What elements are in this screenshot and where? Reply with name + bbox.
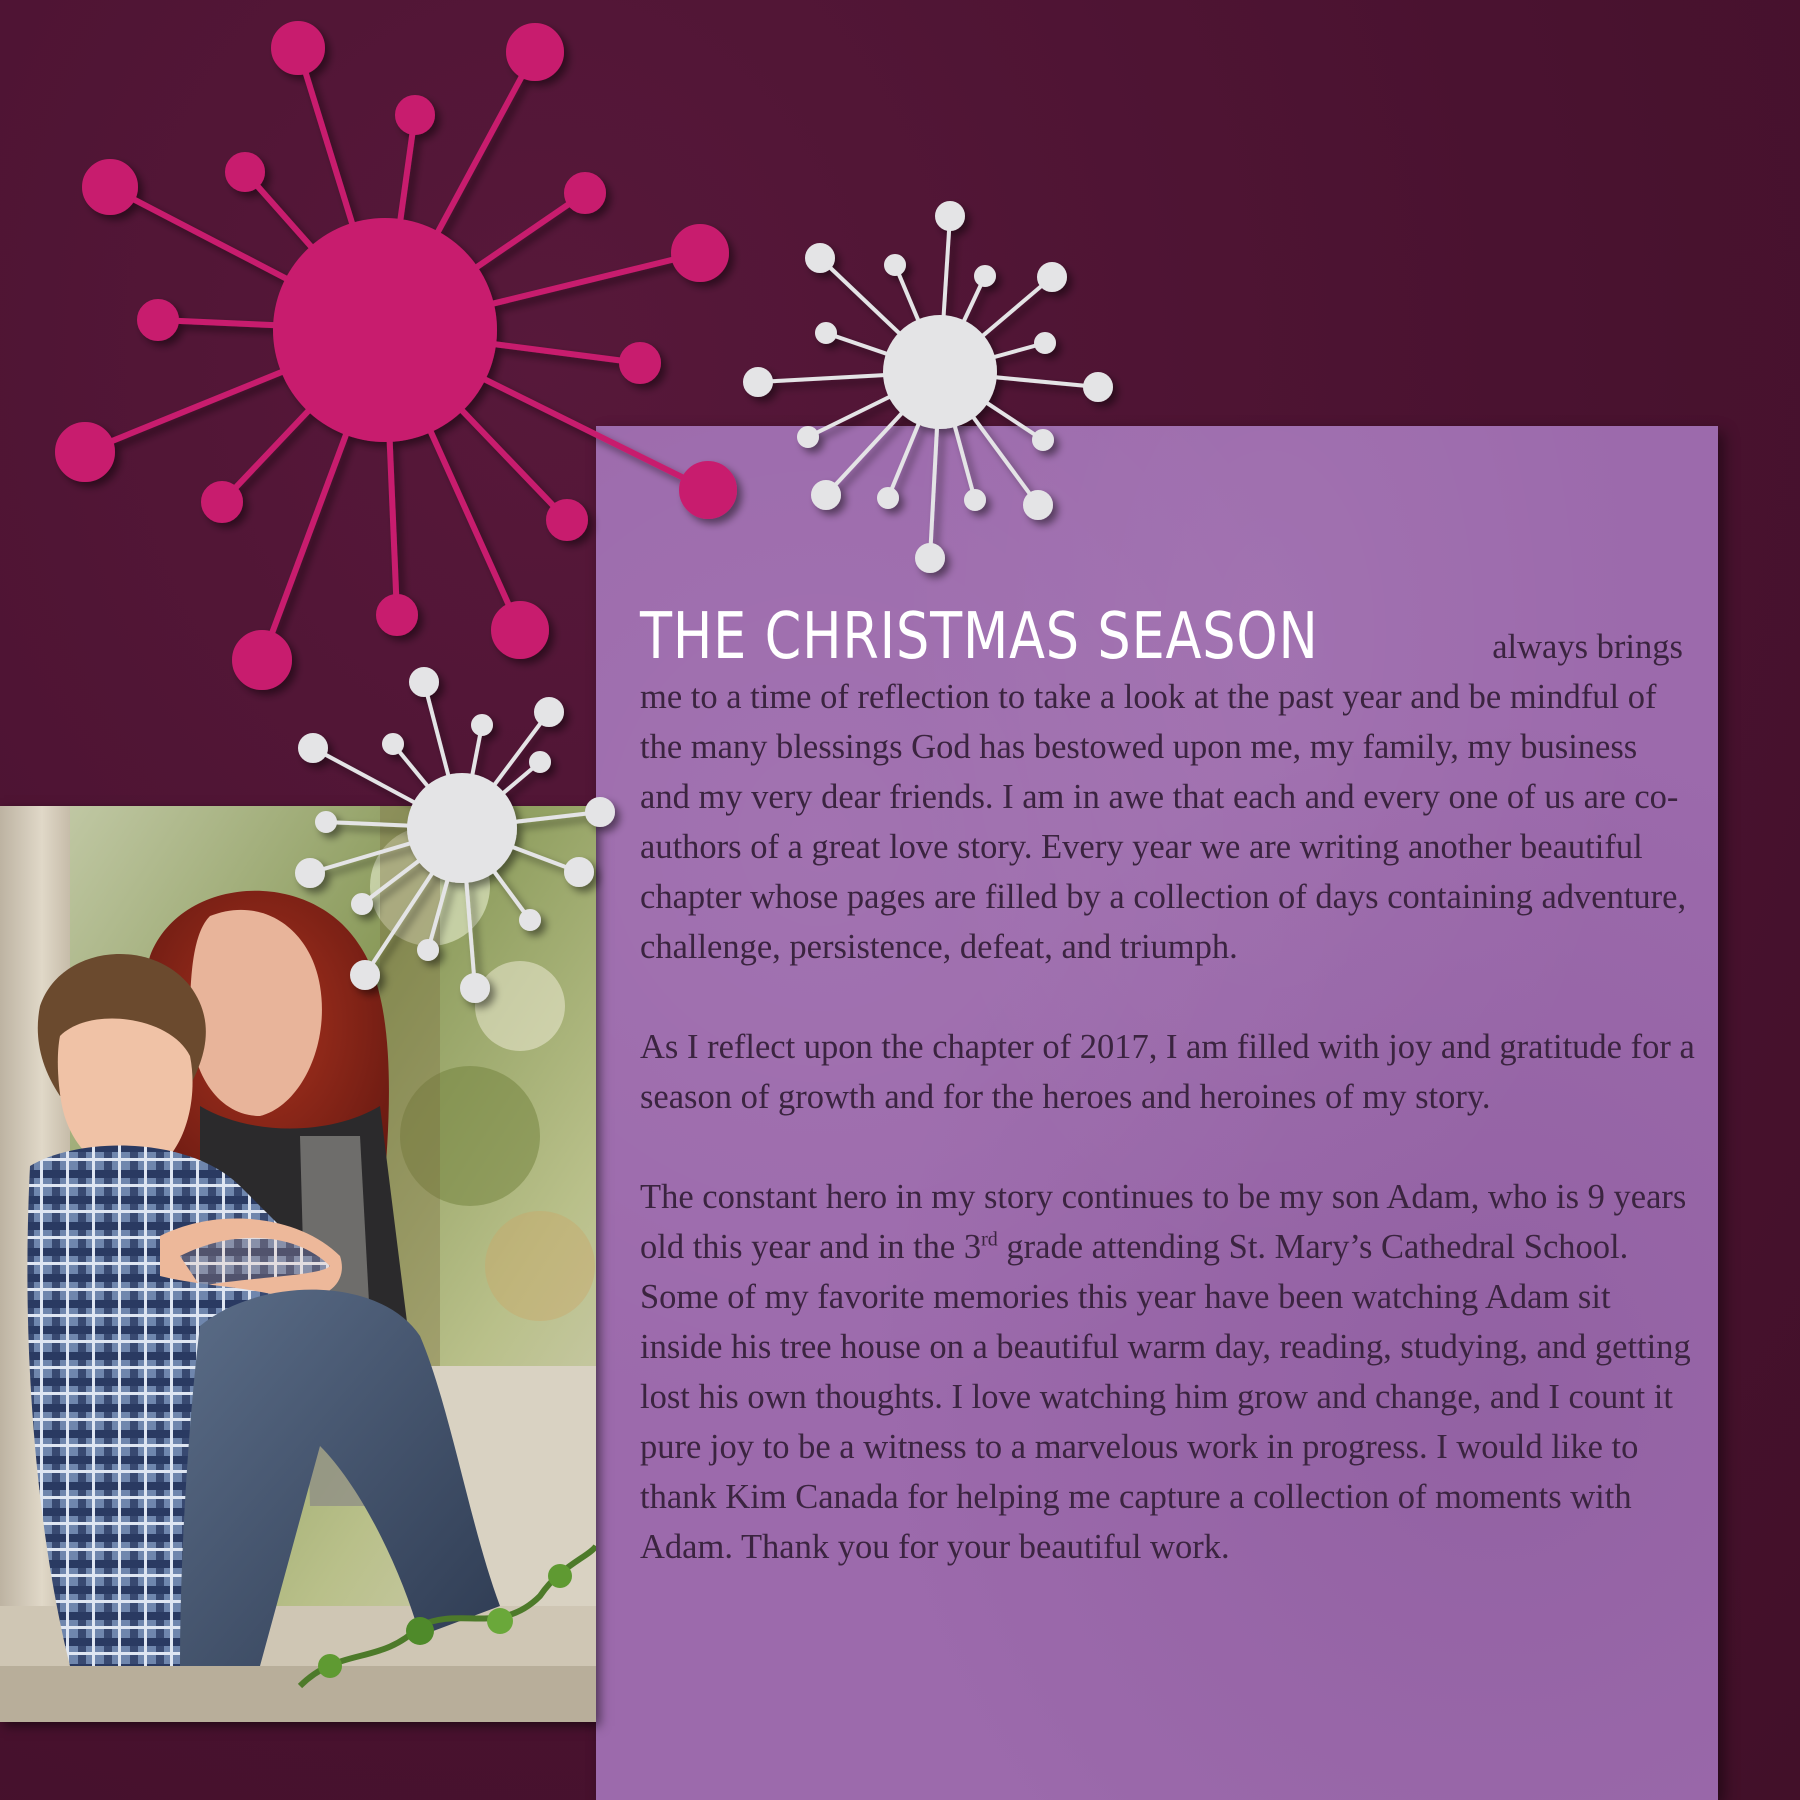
paragraph-3-part-1: The constant hero in my story continues to be my son Adam, who is 9 years old this year and in the 3 [640,1178,1687,1266]
paragraph-2: As I reflect upon the chapter of 2017, I am filled with joy and gratitude for a season of growth and for the heroes and heroines of my story. [640,1028,1695,1116]
intro-text: always brings me to a time of reflection to take a look at the past year and be mindful of the many blessings God has bestowed upon me, my family, my business and my very dear friends. I am in awe that each and every one of us are co-authors of a great love story. Every year we are writing another beautiful chapter whose pages are filled by a collection of days containing adventure, challenge, persistence, defeat, and triumph. [640,628,1687,966]
family-photo [0,806,596,1722]
paragraph-intro [640,600,1695,972]
paragraph-3 [640,1172,1695,1572]
paragraph-3-part-2: grade attending St. Mary’s Cathedral School. Some of my favorite memories this year have been watching Adam sit inside his tree house on a beautiful warm day, reading, studying, and getting lost his own thoughts. I love watching him grow and change, and I count it pure joy to be a witness to a marvelous work in progress. I would like to thank Kim Canada for helping me capture a collection of moments with Adam. Thank you for your beautiful work. [640,1228,1691,1566]
story-title: THE CHRISTMAS SEASON [640,600,1319,674]
story-text [640,600,1695,1622]
ordinal-suffix: rd [981,1228,998,1251]
